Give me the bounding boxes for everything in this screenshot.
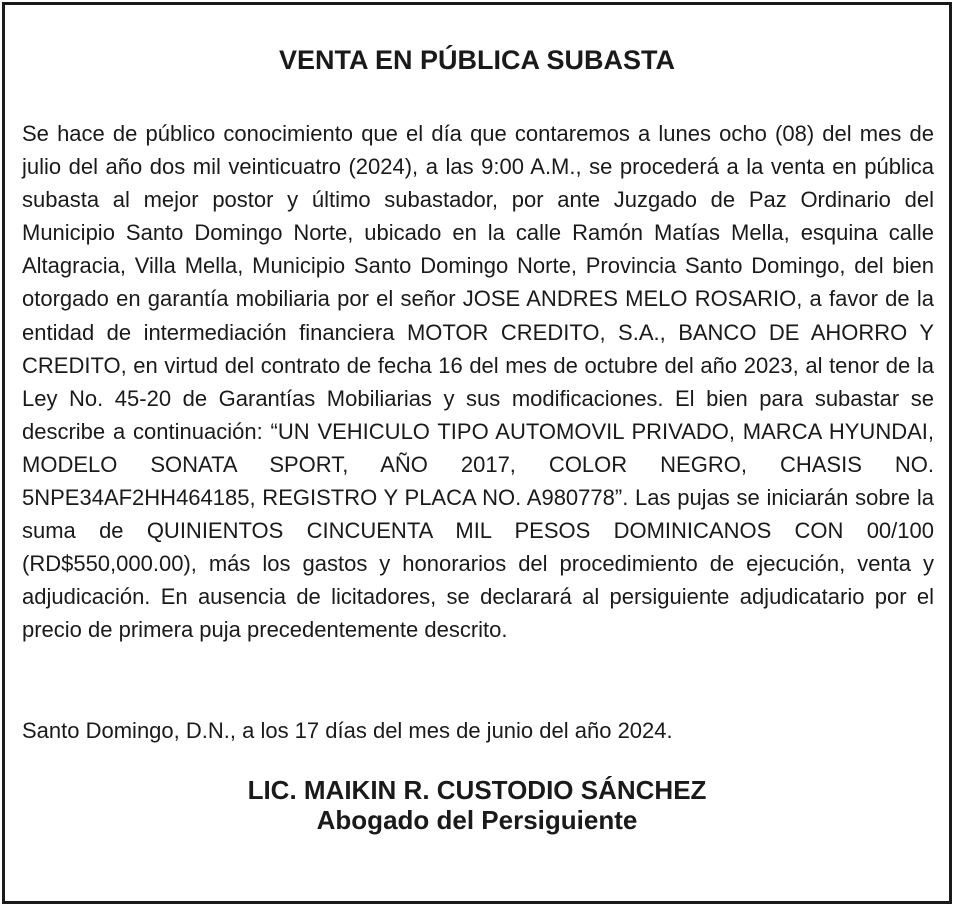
notice-body: Se hace de público conocimiento que el día que contaremos a lunes ocho (08) del mes de julio del año dos mil veinticuatro (2024), a las 9:00 A.M., se procederá a la venta en pública subasta al mejor postor y último subastador, por ante Juzgado de Paz Ordinario del Municipio Santo Domingo Norte, ubicado en la calle Ramón Matías Mella, esquina calle Altagracia, Villa Mella, Municipio Santo Domingo Norte, Provincia Santo Domingo, del bien otorgado en garantía mobiliaria por el señor JOSE ANDRES MELO ROSARIO, a favor de la entidad de intermediación financiera MOTOR CREDITO, S.A., BANCO DE AHORRO Y CREDITO, en virtud del contrato de fecha 16 del mes de octubre del año 2023, al tenor de la Ley No. 45-20 de Garantías Mobiliarias y sus modificaciones. El bien para subastar se describe a continuación: “UN VEHICULO TIPO AUTOMOVIL PRIVADO, MARCA HYUNDAI, MODELO SONATA SPORT, AÑO 2017, COLOR NEGRO, CHASIS NO. 5NPE34AF2HH464185, REGISTRO Y PLACA NO. A980778”. Las pujas se iniciarán sobre la suma de QUINIENTOS CINCUENTA MIL PESOS DOMINICANOS CON 00/100 (RD$550,000.00), más los gastos y honorarios del procedimiento de ejecución, venta y adjudicación. En ausencia de licitadores, se declarará al persiguiente adjudicatario por el precio de primera puja precedentemente descrito.: [22, 121, 934, 643]
signature-role: Abogado del Persiguiente: [316, 805, 638, 835]
notice-title: VENTA EN PÚBLICA SUBASTA: [278, 45, 675, 75]
notice-date-line: Santo Domingo, D.N., a los 17 días del mes de junio del año 2024.: [22, 718, 673, 743]
legal-notice: [2, 2, 952, 904]
signature-block: [5, 775, 949, 835]
signature-name: LIC. MAIKIN R. CUSTODIO SÁNCHEZ: [247, 775, 707, 805]
